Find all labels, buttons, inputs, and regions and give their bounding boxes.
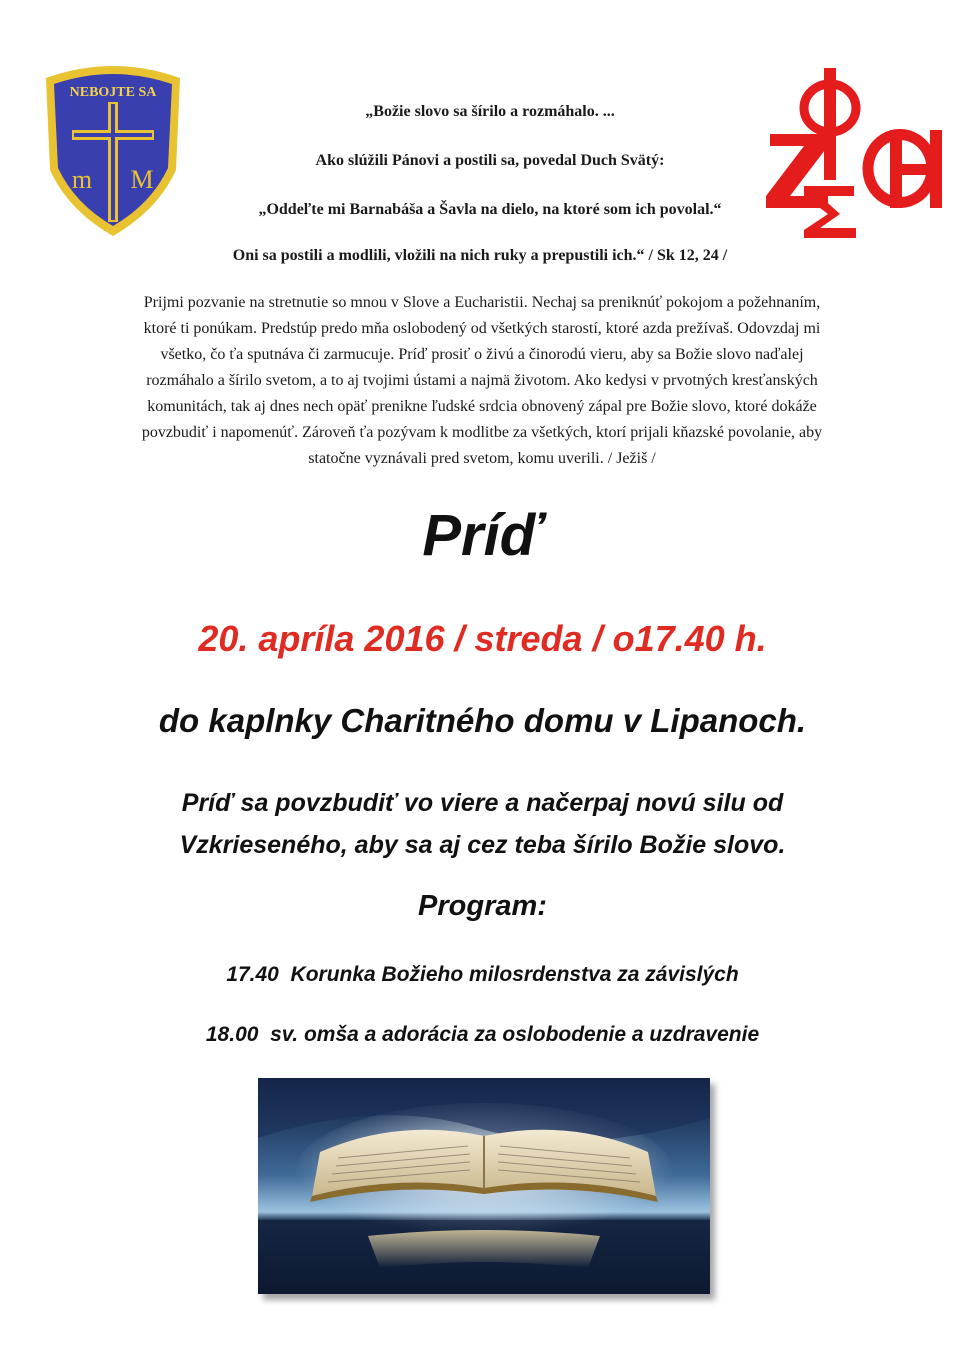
- paragraph-line: všetko, čo ťa sputnáva či zarmucuje. Príď prosiť o živú a činorodú vieru, aby sa Božie slovo naďalej: [160, 346, 804, 363]
- paragraph-line: povzbudiť i napomenúť. Zároveň ťa pozývam k modlitbe za všetkých, ktorí prijali kňazské povolanie, aby: [141, 424, 823, 441]
- program-heading: Program:: [418, 890, 547, 922]
- event-date: 20. apríla 2016 / streda / o17.40 h.: [198, 618, 767, 659]
- quote-line-1: „Božie slovo sa šírilo a rozmáhalo. ...: [365, 103, 615, 120]
- quote-line-3: „Oddeľte mi Barnabáša a Šavla na dielo, na ktoré som ich povolal.“: [258, 201, 722, 218]
- paragraph-line: ktoré ti ponúkam. Predstúp predo mňa oslobodený od všetkých starostí, ktoré azda prežívaš. Odovzdaj mi: [143, 320, 821, 337]
- paragraph-line: Prijmi pozvanie na stretnutie so mnou v Slove a Eucharistii. Nechaj sa preniknúť pokojom a požehnaním,: [143, 294, 821, 311]
- invite-line-1: Príď sa povzbudiť vo viere a načerpaj novú silu od: [181, 789, 784, 817]
- invite-text: [80, 782, 885, 866]
- paragraph-line: rozmáhalo a šírilo svetom, a to aj tvojimi ústami a najmä životom. Ako kedysi v prvotných kresťanských: [146, 372, 818, 389]
- paragraph-line: statočne vyznávali pred svetom, komu uverili. / Ježiš /: [308, 450, 656, 467]
- main-heading: Príď: [422, 503, 543, 568]
- program-item: 17.40 Korunka Božieho milosrdenstva za závislých: [226, 963, 739, 986]
- open-bible-photo-icon: [258, 1078, 710, 1294]
- quote-line-4: Oni sa postili a modlili, vložili na nich ruky a prepustili ich.“ / Sk 12, 24 /: [232, 247, 728, 264]
- paragraph-line: komunitách, tak aj dnes nech opäť prenikne ľudské srdcia obnovený zápal pre Božie slovo, ktoré dokáže: [147, 398, 817, 415]
- logo-letter-M: M: [130, 165, 154, 194]
- event-place: do kaplnky Charitného domu v Lipanoch.: [158, 702, 807, 739]
- program-item: 18.00 sv. omša a adorácia za oslobodenie a uzdravenie: [205, 1023, 760, 1046]
- quote-line-2: Ako slúžili Pánovi a postili sa, povedal Duch Svätý:: [315, 152, 665, 169]
- invite-line-2: Vzkrieseného, aby sa aj cez teba šírilo Božie slovo.: [179, 831, 786, 859]
- logo-letter-m: m: [71, 165, 93, 194]
- logo-text: NEBOJTE SA: [69, 85, 157, 100]
- invitation-paragraph: [62, 290, 902, 472]
